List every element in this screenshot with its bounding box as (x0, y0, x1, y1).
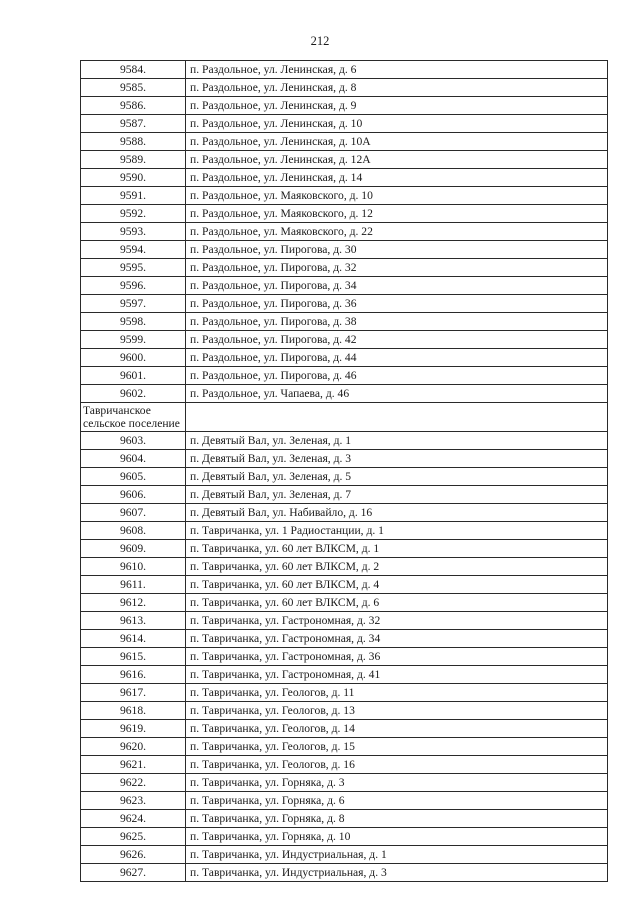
row-address: п. Раздольное, ул. Пирогова, д. 32 (186, 259, 608, 277)
table-row (81, 522, 608, 540)
row-number: 9623. (81, 792, 186, 810)
row-number: 9585. (81, 79, 186, 97)
row-address: п. Раздольное, ул. Маяковского, д. 12 (186, 205, 608, 223)
row-address: п. Тавричанка, ул. 1 Радиостанции, д. 1 (186, 522, 608, 540)
row-address: п. Раздольное, ул. Пирогова, д. 34 (186, 277, 608, 295)
address-table-body (81, 61, 608, 882)
row-address: п. Раздольное, ул. Ленинская, д. 12А (186, 151, 608, 169)
address-table (80, 60, 608, 882)
row-number: 9610. (81, 558, 186, 576)
row-number: 9588. (81, 133, 186, 151)
table-row (81, 630, 608, 648)
row-number: 9617. (81, 684, 186, 702)
table-row (81, 846, 608, 864)
row-number: 9616. (81, 666, 186, 684)
row-number: 9594. (81, 241, 186, 259)
row-number: 9620. (81, 738, 186, 756)
table-row (81, 864, 608, 882)
row-number: 9604. (81, 450, 186, 468)
row-address: п. Раздольное, ул. Ленинская, д. 10 (186, 115, 608, 133)
row-number: 9611. (81, 576, 186, 594)
row-address: п. Раздольное, ул. Пирогова, д. 30 (186, 241, 608, 259)
table-row (81, 774, 608, 792)
table-row (81, 432, 608, 450)
row-number: 9613. (81, 612, 186, 630)
table-row (81, 738, 608, 756)
row-number: 9595. (81, 259, 186, 277)
row-address: п. Тавричанка, ул. Гастрономная, д. 36 (186, 648, 608, 666)
row-address: п. Раздольное, ул. Ленинская, д. 9 (186, 97, 608, 115)
table-row (81, 385, 608, 403)
row-address: п. Тавричанка, ул. Геологов, д. 15 (186, 738, 608, 756)
page-number: 212 (310, 34, 330, 48)
table-row (81, 151, 608, 169)
table-row (81, 486, 608, 504)
row-address: п. Тавричанка, ул. 60 лет ВЛКСМ, д. 6 (186, 594, 608, 612)
table-row (81, 169, 608, 187)
row-number: 9626. (81, 846, 186, 864)
table-row (81, 115, 608, 133)
table-row (81, 259, 608, 277)
row-number: 9584. (81, 61, 186, 79)
row-number: 9587. (81, 115, 186, 133)
row-address: п. Раздольное, ул. Пирогова, д. 46 (186, 367, 608, 385)
row-address: п. Девятый Вал, ул. Зеленая, д. 3 (186, 450, 608, 468)
row-number: 9615. (81, 648, 186, 666)
row-number: 9621. (81, 756, 186, 774)
table-row (81, 367, 608, 385)
row-address: п. Тавричанка, ул. Горняка, д. 6 (186, 792, 608, 810)
row-number: 9612. (81, 594, 186, 612)
row-address: п. Тавричанка, ул. Геологов, д. 11 (186, 684, 608, 702)
row-address: п. Раздольное, ул. Ленинская, д. 8 (186, 79, 608, 97)
row-number: 9599. (81, 331, 186, 349)
table-row (81, 720, 608, 738)
table-row (81, 810, 608, 828)
row-number: 9603. (81, 432, 186, 450)
table-row (81, 277, 608, 295)
row-address: п. Тавричанка, ул. Горняка, д. 8 (186, 810, 608, 828)
row-address: п. Раздольное, ул. Маяковского, д. 22 (186, 223, 608, 241)
row-address: п. Тавричанка, ул. Геологов, д. 16 (186, 756, 608, 774)
row-number: 9607. (81, 504, 186, 522)
row-address: п. Раздольное, ул. Ленинская, д. 14 (186, 169, 608, 187)
row-address: п. Раздольное, ул. Пирогова, д. 42 (186, 331, 608, 349)
section-empty-cell (186, 403, 608, 432)
row-number: 9627. (81, 864, 186, 882)
table-row (81, 205, 608, 223)
table-row (81, 792, 608, 810)
table-row (81, 576, 608, 594)
table-row (81, 684, 608, 702)
row-address: п. Тавричанка, ул. 60 лет ВЛКСМ, д. 2 (186, 558, 608, 576)
table-row (81, 594, 608, 612)
table-row (81, 756, 608, 774)
table-row (81, 187, 608, 205)
row-number: 9605. (81, 468, 186, 486)
table-row (81, 612, 608, 630)
table-row (81, 666, 608, 684)
table-row (81, 133, 608, 151)
row-address: п. Раздольное, ул. Ленинская, д. 10А (186, 133, 608, 151)
row-number: 9590. (81, 169, 186, 187)
row-number: 9608. (81, 522, 186, 540)
row-address: п. Раздольное, ул. Маяковского, д. 10 (186, 187, 608, 205)
row-number: 9598. (81, 313, 186, 331)
row-number: 9606. (81, 486, 186, 504)
section-title: Тавричанское сельское поселение (81, 403, 186, 432)
row-number: 9600. (81, 349, 186, 367)
table-row (81, 468, 608, 486)
row-address: п. Тавричанка, ул. Геологов, д. 13 (186, 702, 608, 720)
row-number: 9592. (81, 205, 186, 223)
table-row (81, 828, 608, 846)
row-number: 9622. (81, 774, 186, 792)
row-address: п. Раздольное, ул. Чапаева, д. 46 (186, 385, 608, 403)
table-row (81, 702, 608, 720)
table-row (81, 558, 608, 576)
row-number: 9625. (81, 828, 186, 846)
table-row (81, 313, 608, 331)
table-row (81, 331, 608, 349)
row-address: п. Девятый Вал, ул. Зеленая, д. 7 (186, 486, 608, 504)
row-address: п. Тавричанка, ул. 60 лет ВЛКСМ, д. 4 (186, 576, 608, 594)
table-row (81, 349, 608, 367)
table-row (81, 79, 608, 97)
row-number: 9589. (81, 151, 186, 169)
row-address: п. Раздольное, ул. Пирогова, д. 44 (186, 349, 608, 367)
row-address: п. Тавричанка, ул. Горняка, д. 3 (186, 774, 608, 792)
row-address: п. Тавричанка, ул. Индустриальная, д. 3 (186, 864, 608, 882)
table-row (81, 450, 608, 468)
row-address: п. Раздольное, ул. Пирогова, д. 38 (186, 313, 608, 331)
row-number: 9593. (81, 223, 186, 241)
table-row (81, 241, 608, 259)
row-address: п. Девятый Вал, ул. Зеленая, д. 1 (186, 432, 608, 450)
row-number: 9619. (81, 720, 186, 738)
row-address: п. Тавричанка, ул. Гастрономная, д. 34 (186, 630, 608, 648)
table-row (81, 504, 608, 522)
row-address: п. Тавричанка, ул. Индустриальная, д. 1 (186, 846, 608, 864)
table-row (81, 295, 608, 313)
table-row (81, 648, 608, 666)
row-number: 9624. (81, 810, 186, 828)
row-address: п. Тавричанка, ул. Гастрономная, д. 32 (186, 612, 608, 630)
row-address: п. Тавричанка, ул. Гастрономная, д. 41 (186, 666, 608, 684)
table-row (81, 97, 608, 115)
row-number: 9618. (81, 702, 186, 720)
table-row (81, 540, 608, 558)
row-address: п. Тавричанка, ул. Горняка, д. 10 (186, 828, 608, 846)
row-number: 9591. (81, 187, 186, 205)
row-number: 9597. (81, 295, 186, 313)
row-number: 9586. (81, 97, 186, 115)
row-address: п. Тавричанка, ул. Геологов, д. 14 (186, 720, 608, 738)
row-number: 9602. (81, 385, 186, 403)
table-row (81, 223, 608, 241)
row-number: 9609. (81, 540, 186, 558)
row-address: п. Девятый Вал, ул. Зеленая, д. 5 (186, 468, 608, 486)
row-address: п. Тавричанка, ул. 60 лет ВЛКСМ, д. 1 (186, 540, 608, 558)
row-address: п. Раздольное, ул. Ленинская, д. 6 (186, 61, 608, 79)
section-header-row (81, 403, 608, 432)
row-number: 9614. (81, 630, 186, 648)
row-address: п. Девятый Вал, ул. Набивайло, д. 16 (186, 504, 608, 522)
row-address: п. Раздольное, ул. Пирогова, д. 36 (186, 295, 608, 313)
row-number: 9601. (81, 367, 186, 385)
row-number: 9596. (81, 277, 186, 295)
table-row (81, 61, 608, 79)
